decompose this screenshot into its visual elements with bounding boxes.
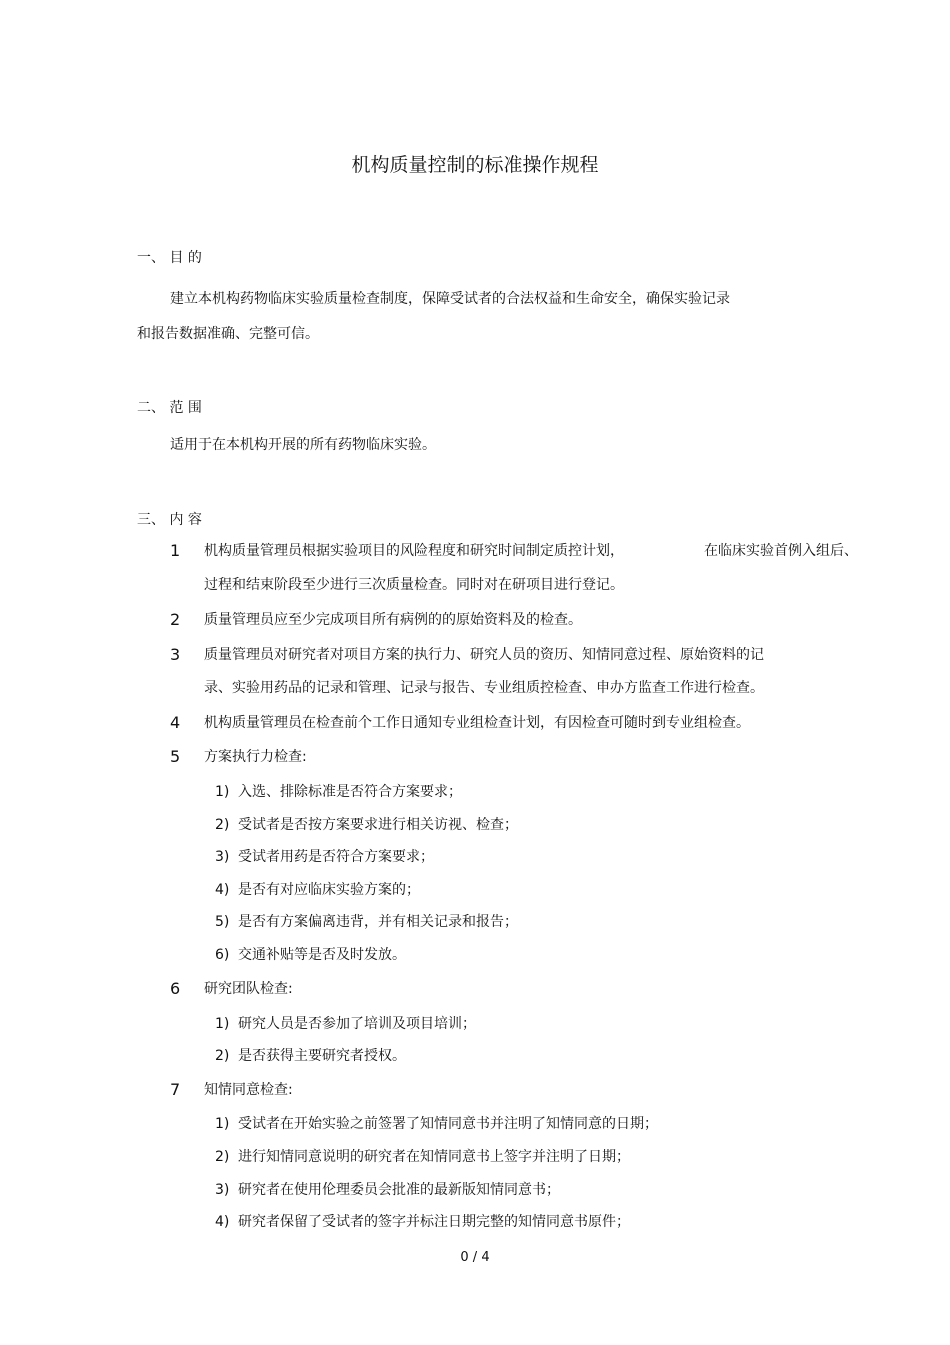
page-number: 0 / 4 <box>460 1250 490 1265</box>
item-text: 在临床实验首例入组后、 <box>704 543 858 559</box>
item-number: 2 <box>170 610 181 629</box>
subitem-text: 研究者在使用伦理委员会批准的最新版知情同意书； <box>238 1182 560 1198</box>
subitem-number: 4) <box>215 1214 230 1230</box>
document-title: 机构质量控制的标准操作规程 <box>351 154 599 176</box>
subitem-number: 3) <box>215 849 230 865</box>
subitem-number: 2) <box>215 1048 230 1064</box>
subitem-number: 2) <box>215 1149 230 1165</box>
item-number: 6 <box>170 979 181 998</box>
section-heading-content: 三、 内 容 <box>137 512 202 528</box>
scope-text: 适用于在本机构开展的所有药物临床实验。 <box>170 437 436 453</box>
item-number: 7 <box>170 1080 181 1099</box>
subitem-text: 研究人员是否参加了培训及项目培训； <box>238 1016 476 1032</box>
item-text: 录、实验用药品的记录和管理、记录与报告、专业组质控检查、申办方监查工作进行检查。 <box>204 680 764 696</box>
item-number: 5 <box>170 747 181 766</box>
subitem-text: 受试者在开始实验之前签署了知情同意书并注明了知情同意的日期； <box>238 1116 658 1132</box>
subitem-text: 是否获得主要研究者授权。 <box>238 1048 406 1064</box>
item-text: 研究团队检查: <box>204 981 293 997</box>
subitem-number: 5) <box>215 914 230 930</box>
purpose-text-line-1: 建立本机构药物临床实验质量检查制度，保障受试者的合法权益和生命安全，确保实验记录 <box>170 291 730 307</box>
purpose-text-line-2: 和报告数据准确、完整可信。 <box>137 326 319 342</box>
subitem-text: 进行知情同意说明的研究者在知情同意书上签字并注明了日期； <box>238 1149 630 1165</box>
item-number: 1 <box>170 541 181 560</box>
section-heading-purpose: 一、 目 的 <box>137 250 202 266</box>
subitem-text: 受试者用药是否符合方案要求； <box>238 849 434 865</box>
subitem-text: 研究者保留了受试者的签字并标注日期完整的知情同意书原件； <box>238 1214 630 1230</box>
subitem-text: 交通补贴等是否及时发放。 <box>238 947 406 963</box>
item-number: 4 <box>170 713 181 732</box>
subitem-text: 入选、排除标准是否符合方案要求； <box>238 784 462 800</box>
subitem-number: 6) <box>215 947 230 963</box>
item-text: 知情同意检查: <box>204 1082 293 1098</box>
item-text: 机构质量管理员根据实验项目的风险程度和研究时间制定质控计划， <box>204 543 624 559</box>
subitem-number: 2) <box>215 817 230 833</box>
section-heading-scope: 二、 范 围 <box>137 400 202 416</box>
subitem-number: 1) <box>215 1016 230 1032</box>
item-text: 机构质量管理员在检查前个工作日通知专业组检查计划，有因检查可随时到专业组检查。 <box>204 715 750 731</box>
subitem-number: 1) <box>215 1116 230 1132</box>
subitem-number: 1) <box>215 784 230 800</box>
subitem-number: 3) <box>215 1182 230 1198</box>
item-number: 3 <box>170 645 181 664</box>
item-text: 方案执行力检查: <box>204 749 307 765</box>
item-text: 质量管理员应至少完成项目所有病例的的原始资料及的检查。 <box>204 612 582 628</box>
item-text: 过程和结束阶段至少进行三次质量检查。同时对在研项目进行登记。 <box>204 577 624 593</box>
subitem-number: 4) <box>215 882 230 898</box>
item-text: 质量管理员对研究者对项目方案的执行力、研究人员的资历、知情同意过程、原始资料的记 <box>204 647 764 663</box>
subitem-text: 是否有方案偏离违背，并有相关记录和报告； <box>238 914 518 930</box>
subitem-text: 是否有对应临床实验方案的； <box>238 882 420 898</box>
subitem-text: 受试者是否按方案要求进行相关访视、检查； <box>238 817 518 833</box>
